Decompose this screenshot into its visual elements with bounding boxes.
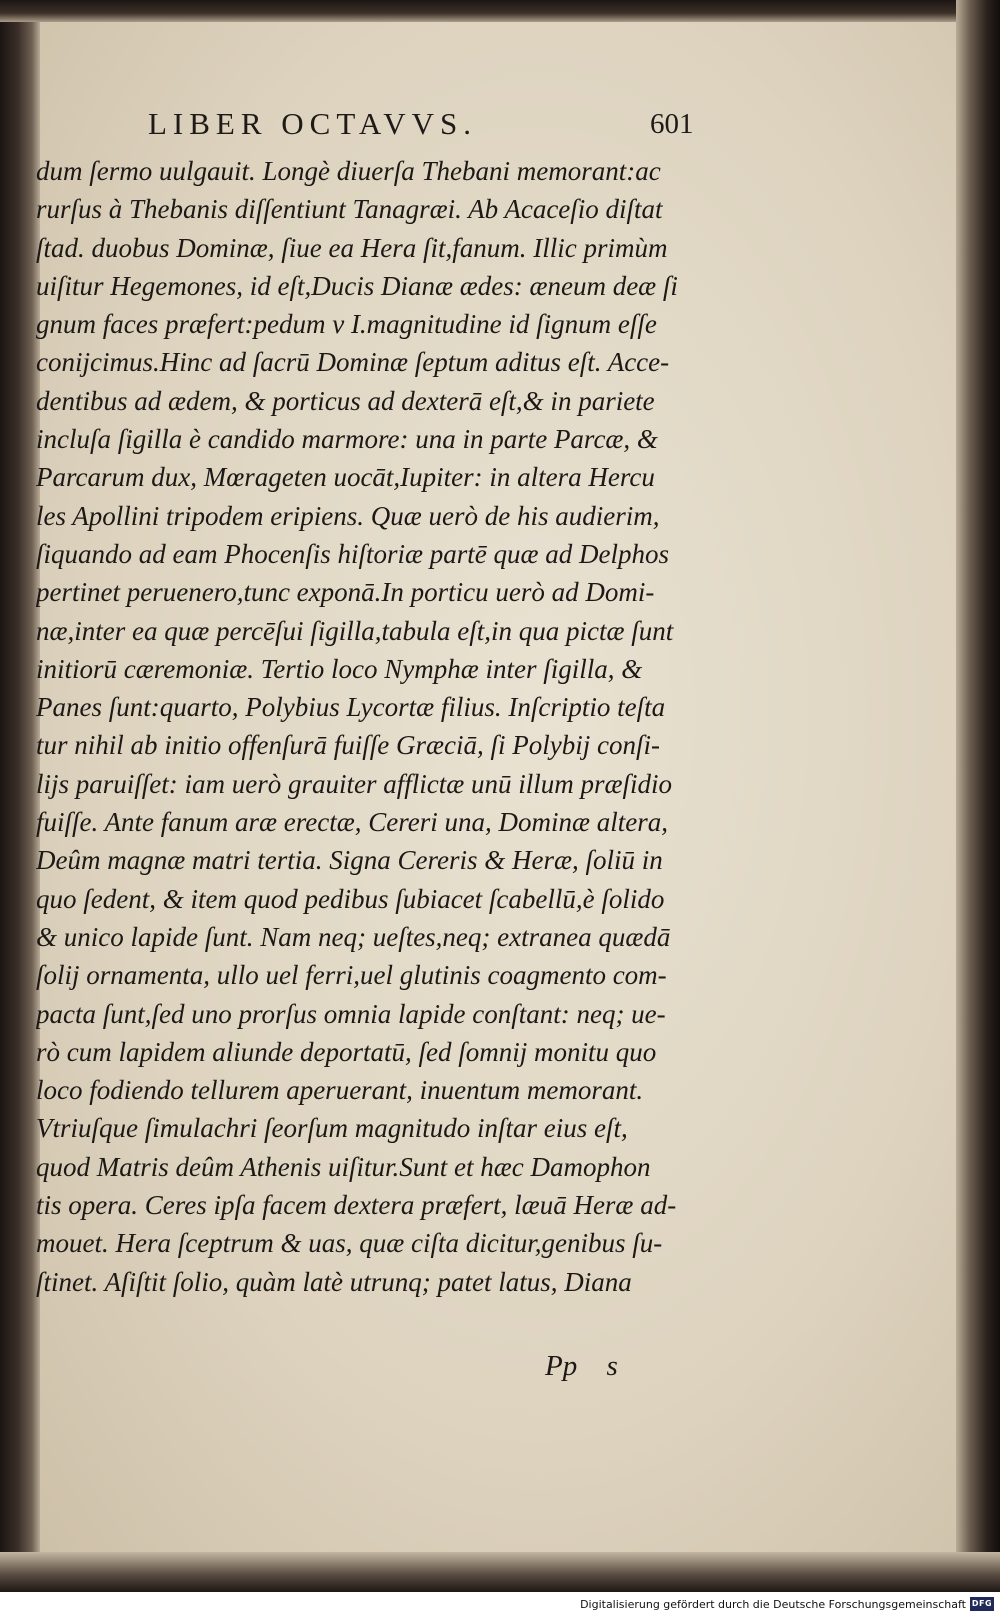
text-line: lijs paruiſſet: iam uerò grauiter afflictæ unū illum præſidio [36, 768, 673, 799]
text-line: Parcarum dux, Mœrageten uocāt,Iupiter: in altera Hercu [36, 462, 655, 493]
text-line: ſolij ornamenta, ullo uel ferri,uel glutinis coagmento com- [36, 960, 667, 991]
text-line: conijcimus.Hinc ad ſacrū Dominæ ſeptum aditus eſt. Acce- [36, 347, 670, 378]
text-line: rurſus à Thebanis diſſentiunt Tanagræi. Ab Acaceſio diſtat [36, 194, 663, 225]
text-line: quod Matris deûm Athenis uiſitur.Sunt et hæc Damophon [36, 1151, 651, 1182]
text-line: initiorū cæremoniæ. Tertio loco Nymphæ inter ſigilla, & [36, 653, 643, 684]
text-line: loco fodiendo tellurem aperuerant, inuentum memorant. [36, 1075, 644, 1106]
text-line: rò cum lapidem aliunde deportatū, ſed ſomnij monitu quo [36, 1036, 657, 1067]
text-line: incluſa ſigilla è candido marmore: una in parte Parcæ, & [36, 424, 658, 455]
text-line: mouet. Hera ſceptrum & uas, quæ ciſta dicitur,genibus ſu- [36, 1228, 663, 1259]
text-line: fuiſſe. Ante fanum aræ erectæ, Cereri una, Dominæ altera, [36, 807, 668, 838]
body-text [36, 152, 732, 1301]
text-line: gnum faces præfert:pedum v I.magnitudine id ſignum eſſe [36, 309, 657, 340]
text-line: Vtriuſque ſimulachri ſeorſum magnitudo inſtar eius eſt, [36, 1113, 628, 1144]
page-right-shadow [956, 0, 1000, 1592]
text-line: & unico lapide ſunt. Nam neq; ueſtes,neq; extranea quædā [36, 921, 671, 952]
page-number: 601 [650, 108, 694, 140]
text-line: les Apollini tripodem eripiens. Quæ uerò de his audierim, [36, 500, 660, 531]
text-line: ſtinet. Aſiſtit ſolio, quàm latè utrunq; patet latus, Diana [36, 1266, 632, 1297]
text-line: tur nihil ab initio offenſurā fuiſſe Græciā, ſi Polybij conſi- [36, 730, 660, 761]
text-line: dum ſermo uulgauit. Longè diuerſa Thebani memorant:ac [36, 156, 661, 186]
funding-credit: Digitalisierung gefördert durch die Deutsche Forschungsgemeinschaft [580, 1598, 966, 1611]
text-line: næ,inter ea quæ percēſui ſigilla,tabula eſt,in qua pictæ ſunt [36, 615, 674, 646]
text-line: dentibus ad ædem, & porticus ad dexterā eſt,& in pariete [36, 385, 655, 416]
text-line: tis opera. Ceres ipſa facem dextera præfert, læuā Heræ ad- [36, 1190, 677, 1221]
text-line: Panes ſunt:quarto, Polybius Lycortæ filius. Inſcriptio teſta [36, 692, 666, 723]
text-line: quo ſedent, & item quod pedibus ſubiacet ſcabellū,è ſolido [36, 883, 665, 914]
text-line: Deûm magnæ matri tertia. Signa Cereris & Heræ, ſoliū in [36, 845, 663, 876]
dfg-logo-icon: DFG [970, 1597, 994, 1611]
text-line: pertinet peruenero,tunc exponā.In porticu uerò ad Domi- [36, 577, 655, 608]
signature-mark: Pp s [545, 1350, 618, 1382]
text-line: ſiquando ad eam Phocenſis hiſtoriæ partē quæ ad Delphos [36, 538, 669, 569]
page-top-shadow [0, 0, 1000, 22]
page-left-shadow [0, 0, 40, 1592]
text-line: uiſitur Hegemones, id eſt,Ducis Dianæ ædes: æneum deæ ſi [36, 270, 678, 301]
running-head: LIBER OCTAVVS. [148, 106, 477, 141]
text-line: pacta ſunt,ſed uno prorſus omnia lapide conſtant: neq; ue- [36, 998, 666, 1029]
page-bottom-shadow [0, 1552, 1000, 1592]
text-line: ſtad. duobus Dominæ, ſiue ea Hera ſit,fanum. Illic primùm [36, 232, 668, 263]
